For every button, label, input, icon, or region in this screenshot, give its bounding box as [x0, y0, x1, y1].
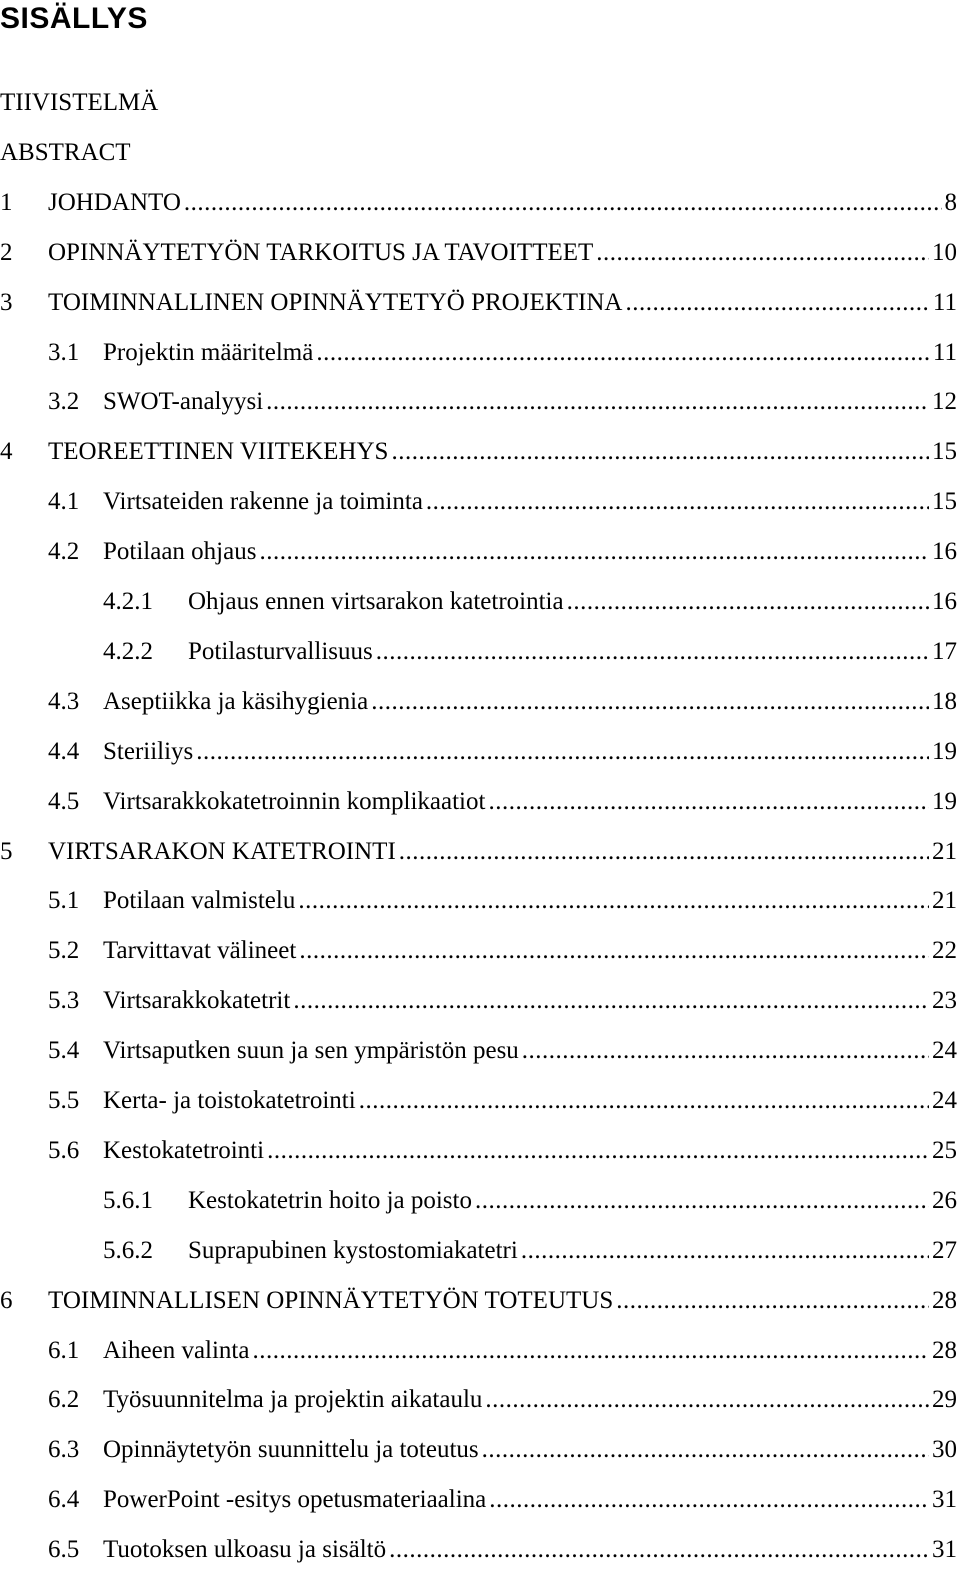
toc-entry[interactable]	[0, 135, 957, 171]
toc-entry-number: 1	[0, 188, 13, 216]
toc-entry-number: 6.2	[48, 1386, 80, 1414]
toc-entry[interactable]	[0, 933, 957, 969]
toc-entry-label: JOHDANTO	[48, 188, 181, 216]
toc-page-number: 8	[944, 188, 957, 216]
toc-dot-leader	[371, 684, 929, 720]
toc-entry-label: Kerta- ja toistokatetrointi	[103, 1087, 356, 1114]
toc-page-number: 26	[932, 1186, 957, 1214]
toc-entry-label: Potilaan valmistelu	[103, 887, 296, 915]
toc-entry[interactable]	[0, 285, 957, 321]
toc-entry-label: Aiheen valinta	[103, 1336, 250, 1364]
toc-page-number: 17	[932, 637, 957, 665]
toc-entry-number: 3.1	[48, 338, 80, 366]
toc-dot-leader	[625, 285, 929, 321]
toc-page-number: 21	[932, 887, 957, 915]
toc-page-number: 28	[932, 1336, 957, 1364]
toc-dot-leader	[376, 634, 929, 670]
toc-entry-number: 5.6.1	[103, 1186, 153, 1214]
toc-page-number: 24	[932, 1087, 957, 1114]
toc-entry-number: 5.5	[48, 1087, 80, 1114]
toc-page-number: 30	[932, 1436, 957, 1464]
toc-entry-number: 4.2.1	[103, 588, 153, 615]
toc-entry[interactable]	[0, 584, 957, 620]
toc-dot-leader	[485, 1382, 929, 1418]
toc-entry[interactable]	[0, 1382, 957, 1418]
toc-page-number: 25	[932, 1136, 957, 1164]
page-title: SISÄLLYS	[0, 2, 148, 35]
toc-page-number: 16	[932, 538, 957, 566]
toc-dot-leader	[489, 1482, 929, 1518]
toc-entry-number: 5.6	[48, 1136, 80, 1164]
toc-dot-leader	[252, 1333, 929, 1369]
toc-entry-number: 5	[0, 837, 13, 865]
toc-entry[interactable]	[0, 1233, 957, 1269]
toc-dot-leader	[391, 434, 929, 470]
toc-entry[interactable]	[0, 634, 957, 670]
toc-entry[interactable]	[0, 434, 957, 470]
toc-entry-number: 6.4	[48, 1486, 80, 1514]
toc-entry-number: 5.2	[48, 937, 80, 965]
toc-page-number: 18	[932, 687, 957, 715]
toc-entry[interactable]	[0, 1333, 957, 1369]
toc-entry-label: Aseptiikka ja käsihygienia	[103, 687, 369, 715]
toc-entry-number: 5.4	[48, 1037, 80, 1065]
toc-page-number: 21	[932, 837, 957, 865]
toc-dot-leader	[298, 883, 929, 919]
toc-entry-number: 4.2.2	[103, 637, 153, 665]
toc-entry[interactable]	[0, 883, 957, 919]
toc-dot-leader	[475, 1183, 929, 1219]
toc-entry[interactable]	[0, 1083, 957, 1119]
toc-entry-label: Työsuunnitelma ja projektin aikataulu	[103, 1386, 483, 1414]
toc-entry-label: Kestokatetrointi	[103, 1136, 265, 1164]
toc-entry[interactable]	[0, 235, 957, 271]
toc-entry[interactable]	[0, 1183, 957, 1219]
toc-entry-label: TOIMINNALLISEN OPINNÄYTETYÖN TOTEUTUS	[48, 1286, 614, 1314]
toc-entry-label: Virtsarakkokatetroinnin komplikaatiot	[103, 787, 486, 815]
toc-dot-leader	[567, 584, 929, 620]
toc-entry[interactable]	[0, 834, 957, 870]
toc-page-number: 12	[932, 388, 957, 416]
toc-entry-label: Kestokatetrin hoito ja poisto	[188, 1186, 472, 1214]
toc-page-number: 22	[932, 937, 957, 965]
toc-page-number: 15	[932, 488, 957, 516]
toc-entry-label: Ohjaus ennen virtsarakon katetrointia	[188, 588, 564, 615]
toc-page-number: 10	[932, 238, 957, 266]
toc-dot-leader	[267, 1133, 929, 1169]
toc-entry-label: Potilasturvallisuus	[188, 637, 373, 665]
toc-entry[interactable]	[0, 534, 957, 570]
toc-entry-number: 3.2	[48, 388, 80, 416]
toc-entry-label: Projektin määritelmä	[103, 338, 314, 366]
toc-entry[interactable]	[0, 784, 957, 820]
toc-entry[interactable]	[0, 1532, 957, 1568]
toc-page-number: 11	[932, 338, 957, 366]
toc-entry-label: Tarvittavat välineet	[103, 937, 297, 965]
toc-entry-label: Steriiliys	[103, 737, 194, 765]
toc-entry-number: 6.1	[48, 1336, 80, 1364]
toc-entry-label: Suprapubinen kystostomiakatetri	[188, 1236, 518, 1264]
toc-page-number: 15	[932, 438, 957, 466]
toc-page-number: 29	[932, 1386, 957, 1414]
toc-page-number: 24	[932, 1037, 957, 1065]
toc-entry-number: 4.1	[48, 488, 80, 516]
toc-entry-number: 5.6.2	[103, 1236, 153, 1264]
toc-entry[interactable]	[0, 1283, 957, 1319]
toc-entry-number: 4	[0, 438, 13, 466]
toc-page-number: 27	[932, 1236, 957, 1264]
toc-entry[interactable]	[0, 335, 957, 371]
toc-page-number: 28	[932, 1286, 957, 1314]
toc-entry-number: 5.1	[48, 887, 80, 915]
toc-dot-leader	[522, 1033, 929, 1069]
toc-dot-leader	[426, 484, 929, 520]
toc-entry-number: 6	[0, 1286, 13, 1314]
toc-entry-number: 4.3	[48, 687, 80, 715]
toc-entry[interactable]	[0, 1432, 957, 1468]
toc-entry-label: Virtsaputken suun ja sen ympäristön pesu	[103, 1037, 519, 1065]
toc-page-number: 23	[932, 987, 957, 1015]
toc-dot-leader	[521, 1233, 929, 1269]
toc-entry-label: SWOT-analyysi	[103, 388, 264, 416]
toc-page-number: 19	[932, 737, 957, 765]
toc-dot-leader	[399, 834, 929, 870]
toc-entry-number: 6.5	[48, 1536, 80, 1564]
toc-entry[interactable]	[0, 484, 957, 520]
toc-entry-label: TIIVISTELMÄ	[0, 89, 159, 116]
toc-entry-number: 4.5	[48, 787, 80, 815]
toc-page-number: 31	[932, 1536, 957, 1564]
toc-entry-label: TOIMINNALLINEN OPINNÄYTETYÖ PROJEKTINA	[48, 288, 623, 316]
toc-entry-label: Virtsarakkokatetrit	[103, 987, 291, 1015]
toc-entry[interactable]	[0, 1133, 957, 1169]
toc-entry-number: 3	[0, 288, 13, 316]
toc-entry-label: Virtsateiden rakenne ja toiminta	[103, 488, 423, 516]
toc-entry[interactable]	[0, 85, 957, 121]
toc-page-number: 11	[932, 288, 957, 316]
toc-entry-label: VIRTSARAKON KATETROINTI	[48, 837, 396, 865]
toc-entry-label: Potilaan ohjaus	[103, 538, 257, 566]
toc-entry[interactable]	[0, 185, 957, 221]
toc-dot-leader	[616, 1283, 929, 1319]
toc-dot-leader	[389, 1532, 929, 1568]
toc-entry-number: 6.3	[48, 1436, 80, 1464]
toc-entry-label: TEOREETTINEN VIITEKEHYS	[48, 438, 389, 466]
toc-entry-number: 5.3	[48, 987, 80, 1015]
toc-dot-leader	[596, 235, 929, 271]
toc-dot-leader	[299, 933, 929, 969]
toc-page-number: 16	[932, 588, 957, 615]
toc-dot-leader	[196, 734, 929, 770]
toc-dot-leader	[293, 983, 929, 1019]
toc-entry-number: 2	[0, 238, 13, 266]
toc-dot-leader	[316, 335, 930, 371]
toc-entry[interactable]	[0, 983, 957, 1019]
toc-dot-leader	[266, 384, 929, 420]
toc-entry-label: PowerPoint -esitys opetusmateriaalina	[103, 1486, 487, 1514]
toc-entry-label: ABSTRACT	[0, 138, 131, 166]
toc-entry-number: 4.2	[48, 538, 80, 566]
toc-dot-leader	[359, 1083, 929, 1119]
toc-page-number: 31	[932, 1486, 957, 1514]
toc-entry-label: Tuotoksen ulkoasu ja sisältö	[103, 1536, 387, 1564]
toc-entry[interactable]	[0, 1033, 957, 1069]
toc-entry-number: 4.4	[48, 737, 80, 765]
toc-entry[interactable]	[0, 684, 957, 720]
toc-entry-label: OPINNÄYTETYÖN TARKOITUS JA TAVOITTEET	[48, 238, 594, 266]
toc-page-number: 19	[932, 787, 957, 815]
toc-entry[interactable]	[0, 734, 957, 770]
toc-dot-leader	[259, 534, 929, 570]
toc-entry[interactable]	[0, 384, 957, 420]
toc-dot-leader	[184, 185, 942, 221]
toc-entry[interactable]	[0, 1482, 957, 1518]
toc-dot-leader	[488, 784, 929, 820]
toc-entry-label: Opinnäytetyön suunnittelu ja toteutus	[103, 1436, 479, 1464]
toc-dot-leader	[482, 1432, 929, 1468]
